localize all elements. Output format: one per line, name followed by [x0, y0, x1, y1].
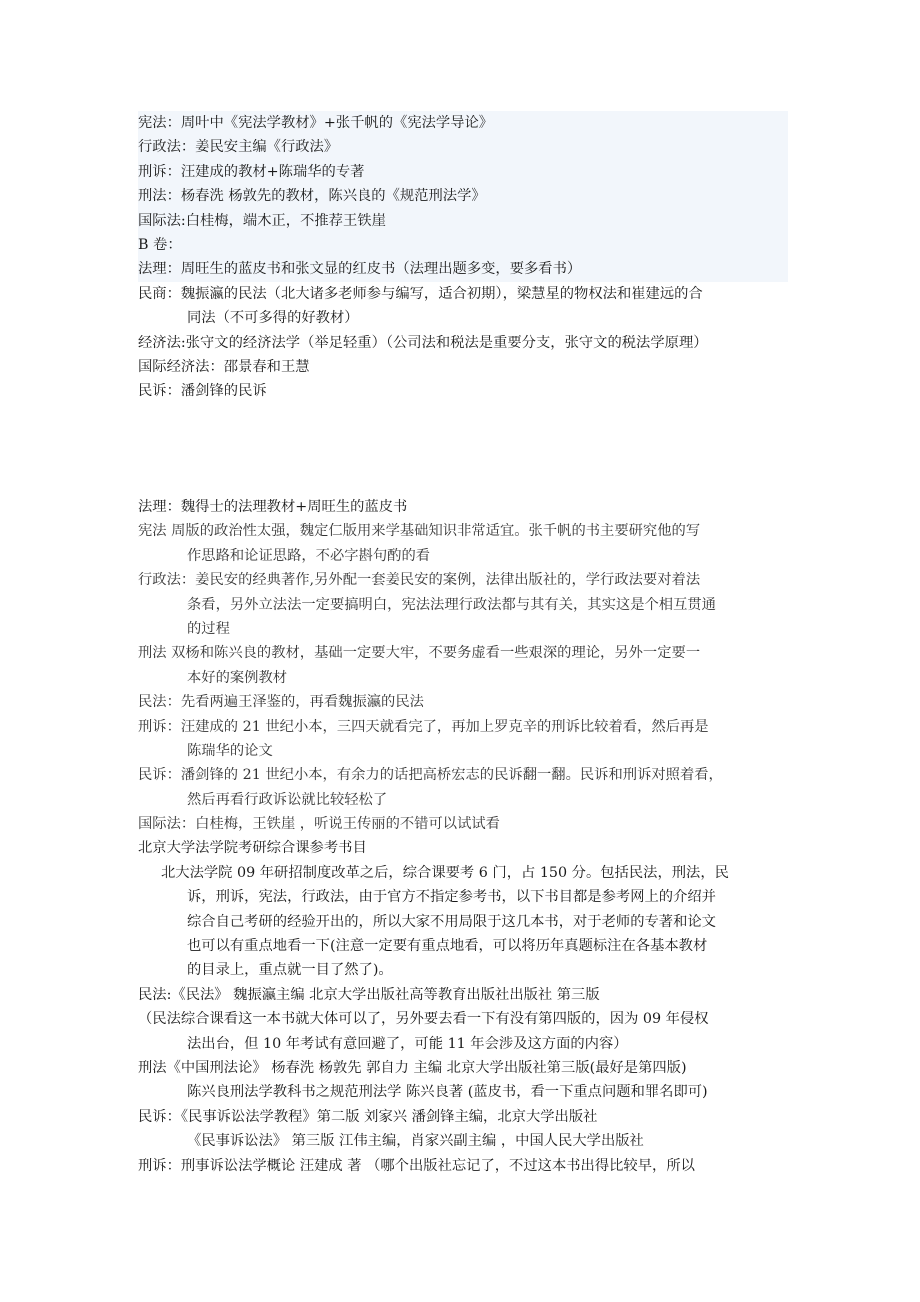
text-line: 作思路和论证思路，不必字斟句酌的看 — [187, 547, 431, 564]
text-line: 综合自己考研的经验开出的，所以大家不用局限于这几本书，对于老师的专著和论文 — [187, 913, 716, 930]
text-line: 条看，另外立法法一定要搞明白，宪法法理行政法都与其有关，其实这是个相互贯通 — [187, 596, 716, 613]
text-line: 然后再看行政诉讼就比较轻松了 — [187, 791, 388, 808]
text-line: 民诉：潘剑锋的 21 世纪小本，有余力的话把高桥宏志的民诉翻一翻。民诉和刑诉对照着看， — [138, 767, 723, 784]
text-line: （民法综合课看这一本书就大体可以了，另外要去看一下有没有第四版的，因为 09 年侵权 — [138, 1011, 709, 1028]
text-line: 刑诉：汪建成的教材+陈瑞华的专著 — [138, 160, 788, 184]
text-line: 的目录上，重点就一目了然了)。 — [187, 962, 393, 979]
text-line: 法出台，但 10 年考试有意回避了，可能 11 年会涉及这方面的内容） — [187, 1035, 628, 1052]
text-line: 同法（不可多得的好教材） — [187, 310, 359, 327]
text-line: 宪法：周叶中《宪法学教材》+张千帆的《宪法学导论》 — [138, 111, 788, 135]
text-line: 陈兴良刑法学教科书之规范刑法学 陈兴良著 (蓝皮书，看一下重点问题和罪名即可) — [187, 1084, 708, 1101]
text-line: 北京大学法学院考研综合课参考书目 — [138, 840, 367, 857]
text-line: 陈瑞华的论文 — [187, 742, 273, 759]
section-b — [138, 495, 788, 1178]
text-line: 也可以有重点地看一下(注意一定要有重点地看，可以将历年真题标注在各基本教材 — [187, 938, 708, 955]
text-line: 民诉：潘剑锋的民诉 — [138, 383, 267, 400]
text-line: 民诉：《民事诉讼法学教程》第二版 刘家兴 潘剑锋主编，北京大学出版社 — [138, 1108, 598, 1125]
text-line: 刑法《中国刑法论》 杨春洗 杨敦先 郭自力 主编 北京大学出版社第三版(最好是第四版) — [138, 1059, 687, 1076]
section-a — [138, 111, 788, 404]
text-line: 北大法学院 09 年研招制度改革之后，综合课要考 6 门，占 150 分。包括民法，刑法，民 — [161, 864, 729, 881]
text-line: 行政法：姜民安主编《行政法》 — [138, 135, 788, 159]
text-line: 宪法 周版的政治性太强，魏定仁版用来学基础知识非常适宜。张千帆的书主要研究他的写 — [138, 523, 701, 540]
text-line: 刑诉：汪建成的 21 世纪小本，三四天就看完了，再加上罗克辛的刑诉比较着看，然后再是 — [138, 718, 709, 735]
text-line: 《民事诉讼法》 第三版 江伟主编，肖家兴副主编 ，中国人民大学出版社 — [187, 1133, 644, 1150]
text-line: B 卷： — [138, 233, 788, 257]
text-line: 行政法：姜民安的经典著作,另外配一套姜民安的案例，法律出版社的，学行政法要对着法 — [138, 572, 701, 589]
text-line: 民法:《民法》 魏振瀛主编 北京大学出版社高等教育出版社出版社 第三版 — [138, 986, 600, 1003]
text-line: 诉，刑诉，宪法，行政法，由于官方不指定参考书，以下书目都是参考网上的介绍并 — [187, 889, 716, 906]
text-line: 民商：魏振瀛的民法（北大诸多老师参与编写，适合初期），梁慧星的物权法和崔建远的合 — [138, 285, 703, 302]
text-line: 的过程 — [187, 620, 230, 637]
text-line: 经济法:张守文的经济法学（举足轻重）（公司法和税法是重要分支，张守文的税法学原理） — [138, 334, 708, 351]
text-line: 国际法:白桂梅，端木正，不推荐王铁崖 — [138, 209, 788, 233]
text-line: 民法：先看两遍王泽鉴的，再看魏振瀛的民法 — [138, 694, 424, 711]
text-line: 刑法：杨春洗 杨敦先的教材，陈兴良的《规范刑法学》 — [138, 184, 788, 208]
text-line: 国际法：白桂梅，王铁崖 ，听说王传丽的不错可以试试看 — [138, 816, 500, 833]
text-line: 本好的案例教材 — [187, 669, 288, 686]
text-line: 刑法 双杨和陈兴良的教材，基础一定要大牢，不要务虚看一些艰深的理论，另外一定要一 — [138, 645, 701, 662]
text-line: 刑诉：刑事诉讼法学概论 汪建成 著 （哪个出版社忘记了，不过这本书出得比较早，所以 — [138, 1157, 695, 1174]
text-line: 国际经济法：邵景春和王慧 — [138, 358, 310, 375]
text-line: 法理：魏得士的法理教材+周旺生的蓝皮书 — [138, 499, 408, 515]
text-line: 法理：周旺生的蓝皮书和张文显的红皮书（法理出题多变，要多看书） — [138, 257, 788, 281]
